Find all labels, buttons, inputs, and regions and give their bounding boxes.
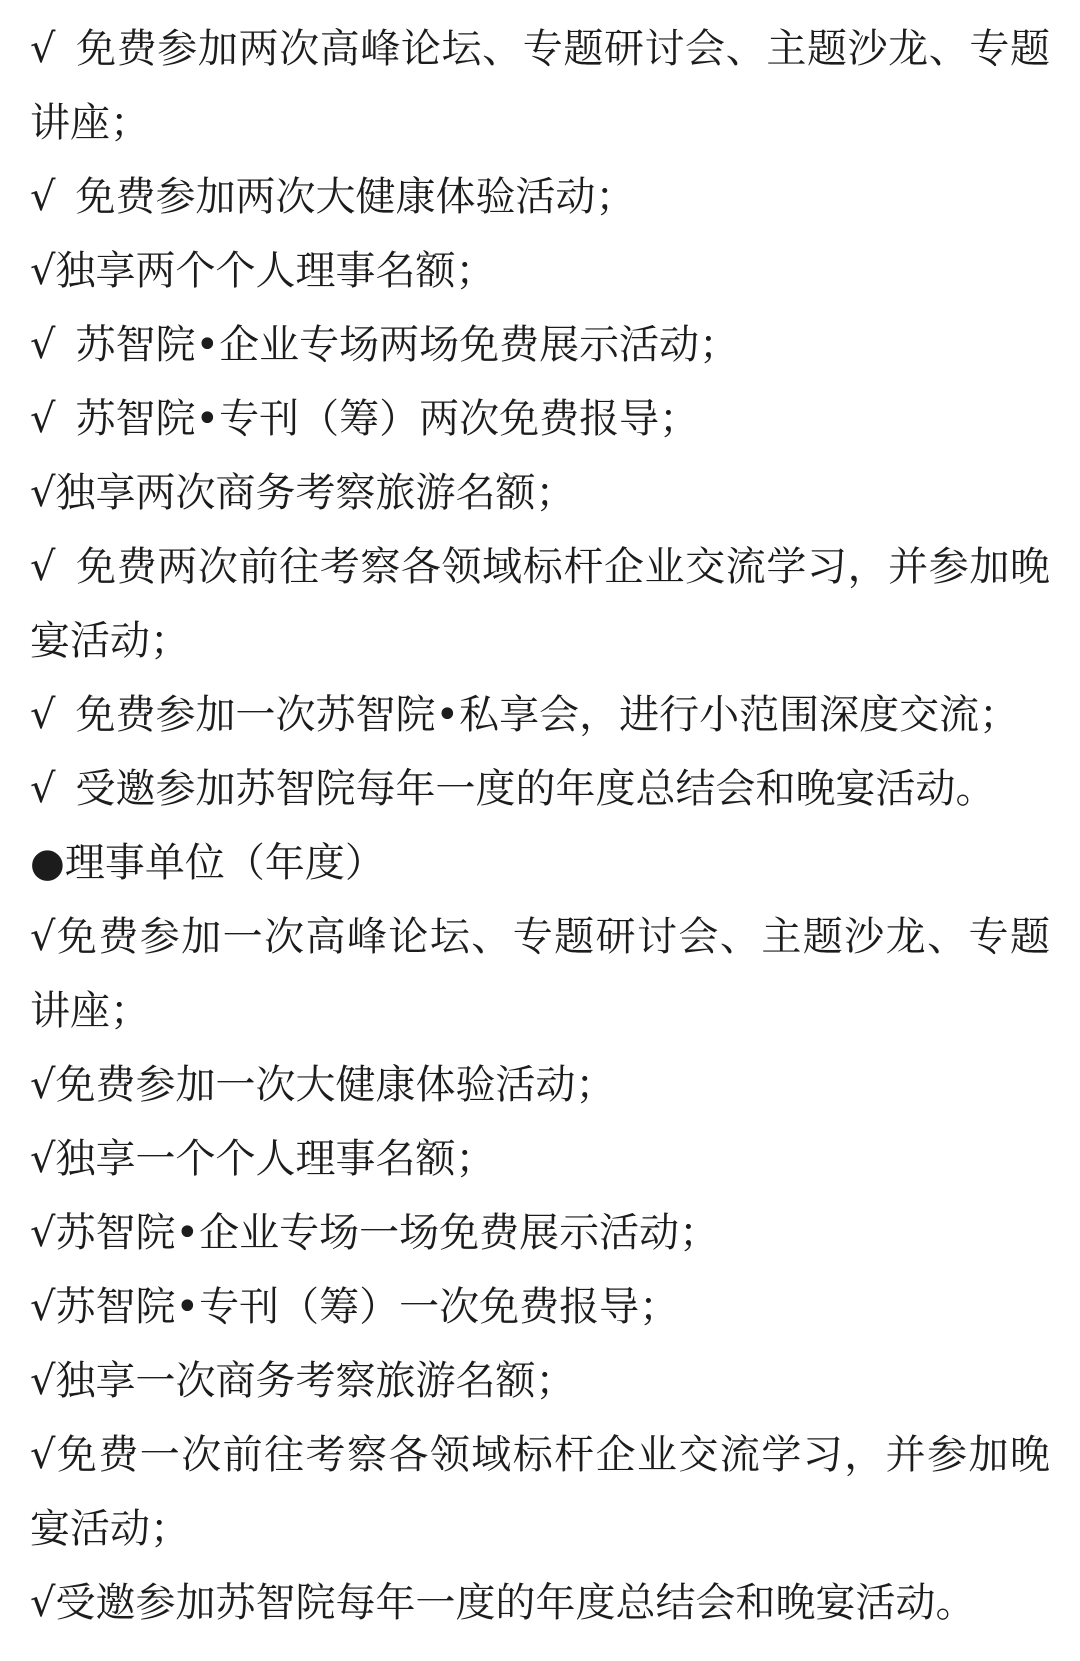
benefit-item: √独享一次商务考察旅游名额； xyxy=(30,1358,576,1404)
benefit-item: √免费一次前往考察各领域标杆企业交流学习，并参加晚宴活动； xyxy=(30,1432,1050,1552)
benefit-item: √独享两次商务考察旅游名额； xyxy=(30,470,576,516)
benefit-item: √ 免费参加一次苏智院•私享会，进行小范围深度交流； xyxy=(30,692,1020,738)
benefit-item: √ 受邀参加苏智院每年一度的年度总结会和晚宴活动。 xyxy=(30,766,996,812)
benefit-item: √ 免费两次前往考察各领域标杆企业交流学习，并参加晚宴活动； xyxy=(30,544,1050,664)
benefit-item: √独享两个个人理事名额； xyxy=(30,248,496,294)
benefit-item: √ 免费参加两次大健康体验活动； xyxy=(30,174,636,220)
benefit-item: √ 苏智院•专刊（筹）两次免费报导； xyxy=(30,396,700,442)
benefit-item: √苏智院•企业专场一场免费展示活动； xyxy=(30,1210,720,1256)
benefit-item: √免费参加一次大健康体验活动； xyxy=(30,1062,616,1108)
benefit-item: √苏智院•专刊（筹）一次免费报导； xyxy=(30,1284,680,1330)
benefit-item: √免费参加一次高峰论坛、专题研讨会、主题沙龙、专题讲座； xyxy=(30,914,1050,1034)
benefit-item: √独享一个个人理事名额； xyxy=(30,1136,496,1182)
benefit-item: √受邀参加苏智院每年一度的年度总结会和晚宴活动。 xyxy=(30,1580,976,1626)
benefit-item: √ 免费参加两次高峰论坛、专题研讨会、主题沙龙、专题讲座； xyxy=(30,26,1050,146)
section-heading: ●理事单位（年度） xyxy=(30,840,385,886)
benefit-item: √ 苏智院•企业专场两场免费展示活动； xyxy=(30,322,740,368)
